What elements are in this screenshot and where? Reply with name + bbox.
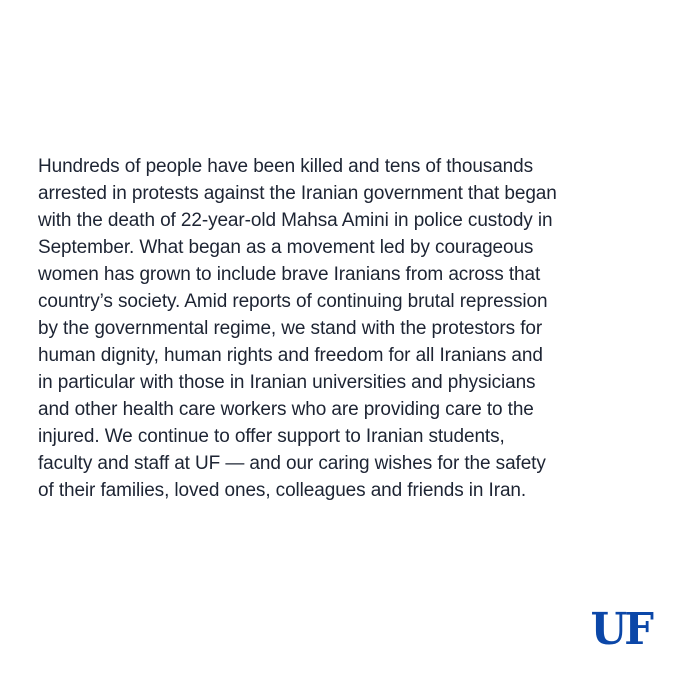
statement-paragraph	[38, 153, 658, 504]
statement-line: with the death of 22-year-old Mahsa Amini in police custody in	[38, 210, 553, 231]
uf-logo	[589, 606, 653, 654]
statement-line: by the governmental regime, we stand with the protestors for	[38, 318, 543, 339]
statement-line: human dignity, human rights and freedom for all Iranians and	[38, 345, 543, 366]
statement-line: women has grown to include brave Iranians from across that	[38, 264, 541, 285]
statement-line: September. What began as a movement led by courageous	[38, 237, 534, 258]
statement-line: faculty and staff at UF — and our caring wishes for the safety	[38, 453, 546, 474]
statement-line: and other health care workers who are providing care to the	[38, 399, 534, 420]
statement-line: of their families, loved ones, colleagues and friends in Iran.	[38, 480, 527, 501]
statement-line: in particular with those in Iranian universities and physicians	[38, 372, 536, 393]
uf-logo-text: UF	[590, 604, 652, 655]
statement-line: country’s society. Amid reports of continuing brutal repression	[38, 291, 548, 312]
statement-line: arrested in protests against the Iranian government that began	[38, 183, 557, 204]
statement-line: injured. We continue to offer support to Iranian students,	[38, 426, 505, 447]
statement-line: Hundreds of people have been killed and tens of thousands	[38, 156, 533, 177]
